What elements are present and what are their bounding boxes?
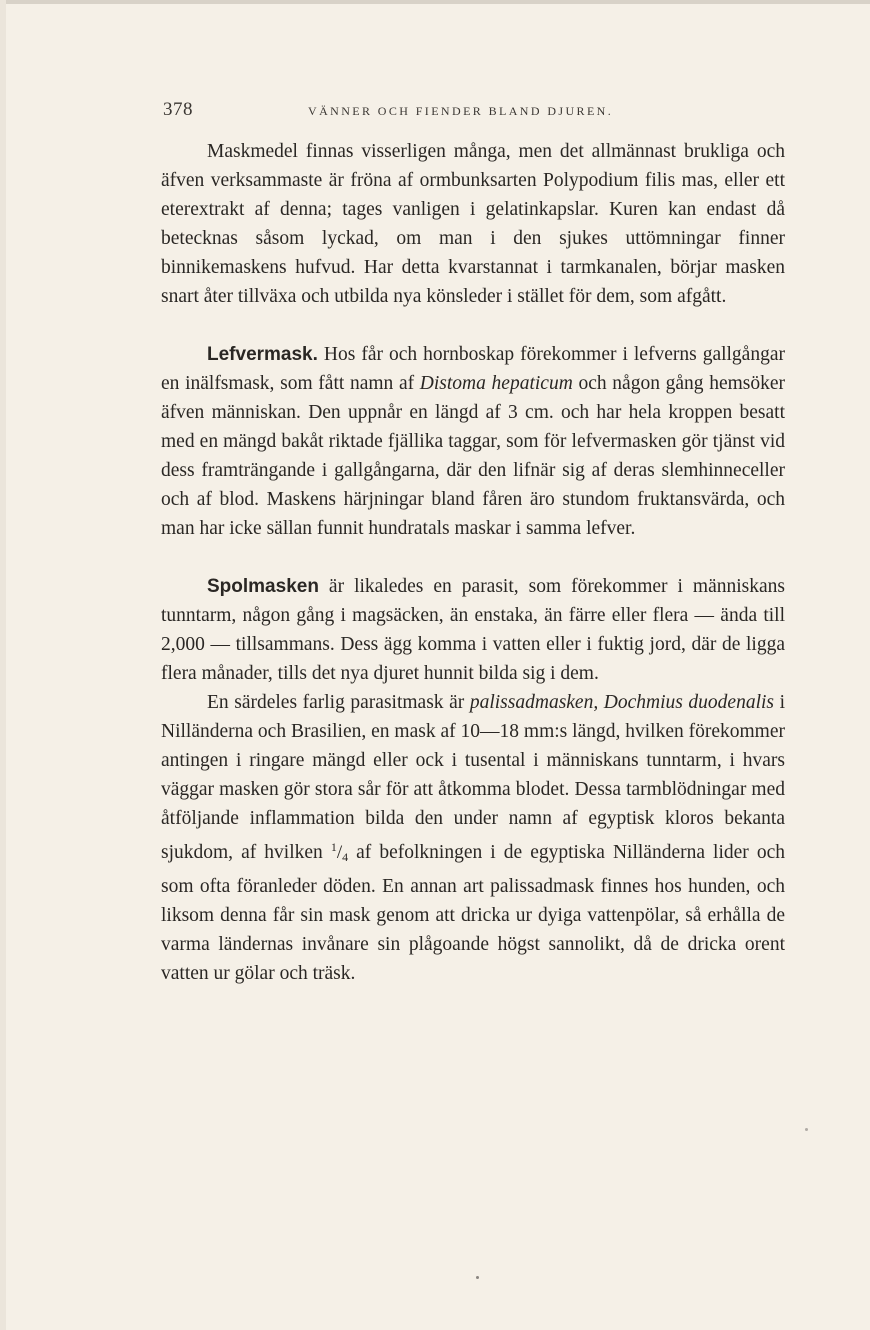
section-heading-lefvermask: Lefvermask. xyxy=(207,344,318,365)
paragraph-gap xyxy=(161,543,785,572)
palissadmask-text-2: i Nilländerna och Brasilien, en mask af 10—18 mm:s längd, hvilken förekommer antingen i ringare mängd eller ock i tusental i människans tunntarm, i hvars väggar masken gör stora sår för att åtkomma blodet. Dessa tarmblödningar med åtföljande inflammation bilda den under namn af egyptisk kloros bekanta sjukdom, af hvilken xyxy=(161,692,786,863)
lefvermask-text-2: och någon gång hemsöker äfven människan. Den uppnår en längd af 3 cm. och har hela kroppen besatt med en mängd bakåt riktade fjällika taggar, som för lefvermasken gör tjänst vid dess framträngande i gallgångarna, där den lifnär sig af deras slemhinneceller och af blod. Maskens härjningar bland fåren äro stundom fruktansvärda, och man har icke sällan funnit hundratals maskar i samma lefver. xyxy=(161,373,785,539)
palissadmask-text-1: En särdeles farlig parasitmask är xyxy=(207,692,470,713)
paragraph-maskmedel: Maskmedel finnas visserligen många, men det allmännast brukliga och äfven verksammaste är fröna af ormbunksarten Polypodium filis mas, eller ett eterextrakt af denna; tages vanligen i gelatinkapslar. Kuren kan endast då betecknas såsom lyckad, om man i den sjukes uttömningar finner binnikemaskens hufvud. Har detta kvarstannat i tarmkanalen, börjar masken snart åter tillväxa och utbilda nya könsleder i stället för dem, som afgått. xyxy=(161,141,785,307)
page-header xyxy=(163,99,783,123)
latin-name-distoma: Distoma hepaticum xyxy=(419,373,573,394)
spolmasken-text: är likaledes en parasit, som förekommer i människans tunntarm, någon gång i magsäcken, än enstaka, än färre eller flera — ända till 2,000 — tillsammans. Dess ägg komma i vatten eller i fuktig jord, där de ligga flera månader, tills det nya djuret hunnit bilda sig i dem. xyxy=(161,576,785,684)
palissadmask-text-3: af befolkningen i de egyptiska Nilländerna lider och som ofta föranleder döden. En annan art palissadmask finnes hos hunden, och liksom denna får sin mask genom att dricka ur dyiga vattenpölar, så erhålla de varma ländernas invånare sin plågoande högst sannolikt, då de dricka orent vatten ur gölar och träsk. xyxy=(161,842,785,984)
running-head: VÄNNER OCH FIENDER BLAND DJUREN. xyxy=(308,104,614,118)
fraction-one-quarter: $^1/_4$ xyxy=(330,840,349,864)
paragraph-lefvermask xyxy=(161,340,785,543)
page-top-edge xyxy=(0,0,870,4)
page-left-edge xyxy=(0,0,6,1330)
paper-speck xyxy=(805,1128,808,1131)
paragraph-palissadmask xyxy=(161,688,785,988)
lefvermask-text-1: Hos får och hornboskap förekommer i lefverns gallgångar en inälfsmask, som fått namn af xyxy=(161,344,785,394)
latin-name-dochmius: palissadmasken, Dochmius duodenalis xyxy=(469,692,775,713)
paragraph-spolmasken xyxy=(161,572,785,688)
fraction-numerator: 1 xyxy=(330,840,337,854)
paragraph-gap xyxy=(161,311,785,340)
section-heading-spolmasken: Spolmasken xyxy=(207,576,319,597)
fraction-denominator: 4 xyxy=(342,850,349,864)
paper-speck xyxy=(476,1276,479,1279)
body-text xyxy=(161,137,785,988)
page-number: 378 xyxy=(163,99,193,120)
